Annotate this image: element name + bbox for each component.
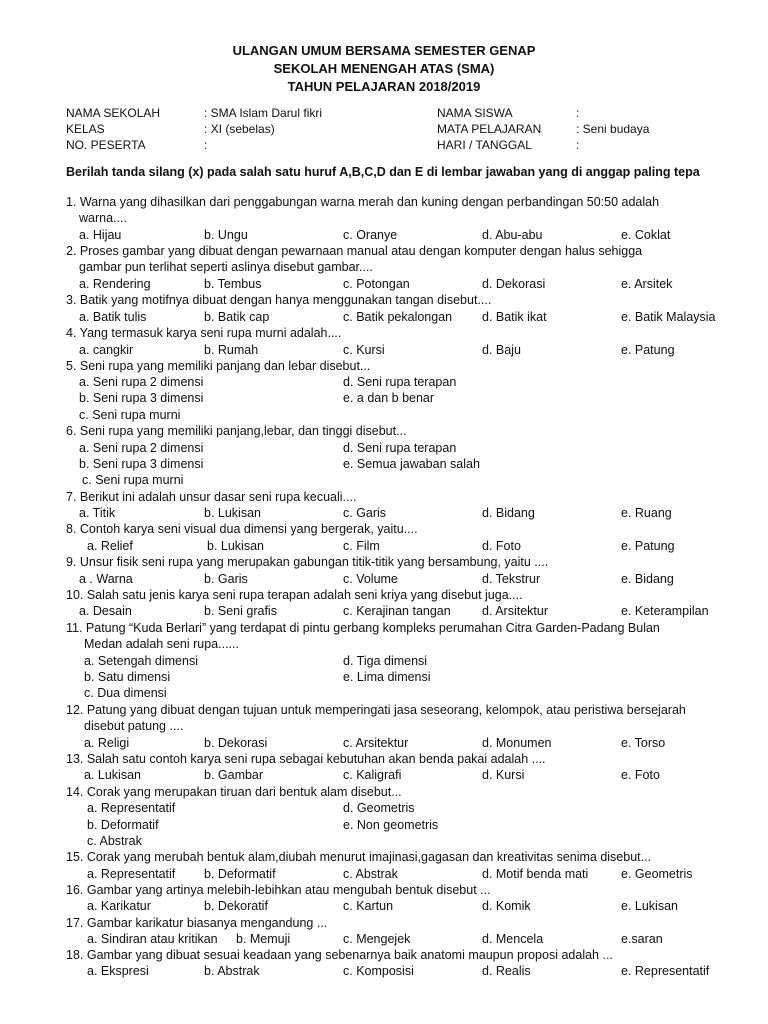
answer-option: c. Kursi (343, 343, 385, 357)
question-text: 12. Patung yang dibuat dengan tujuan untuk memperingati jasa seseorang, kelompok, atau peristiwa bersejarah (66, 703, 686, 717)
answer-option: d. Realis (482, 964, 531, 978)
answer-option: e. Lukisan (621, 899, 678, 913)
answer-option: d. Batik ikat (482, 310, 547, 324)
answer-option: d. Monumen (482, 736, 552, 750)
day-date-label: HARI / TANGGAL (437, 138, 532, 152)
school-level-title: SEKOLAH MENENGAH ATAS (SMA) (273, 61, 495, 76)
answer-option: d. Seni rupa terapan (343, 441, 457, 455)
question-text: 13. Salah satu contoh karya seni rupa sebagai kebutuhan akan benda pakai adalah .... (66, 752, 546, 766)
answer-option: c. Komposisi (343, 964, 414, 978)
answer-option: b. Seni rupa 3 dimensi (79, 391, 204, 405)
answer-option: e. Arsitek (621, 277, 673, 291)
answer-option: d. Tiga dimensi (343, 654, 428, 668)
question-text: 8. Contoh karya seni visual dua dimensi yang bergerak, yaitu.... (66, 522, 418, 536)
answer-option: b. Deformatif (87, 818, 159, 832)
question-text: 2. Proses gambar yang dibuat dengan pewarnaan manual atau dengan komputer dengan halus sehigga (66, 244, 643, 258)
answer-option: d. Geometris (343, 801, 415, 815)
answer-option: d. Baju (482, 343, 521, 357)
answer-option: a. Lukisan (84, 768, 141, 782)
answer-option: c. Kerajinan tangan (343, 604, 451, 618)
question-text: 7. Berikut ini adalah unsur dasar seni rupa kecuali.... (66, 490, 357, 504)
answer-option: e. a dan b benar (343, 391, 435, 405)
answer-option: d. Seni rupa terapan (343, 375, 457, 389)
answer-option: a. Titik (79, 506, 116, 520)
answer-option: d. Foto (482, 539, 521, 553)
answer-option: c. Dua dimensi (84, 686, 167, 700)
answer-option: a. Hijau (79, 228, 122, 242)
participant-number-value: : (204, 138, 208, 152)
answer-option: b. Lukisan (207, 539, 264, 553)
answer-option: c. Batik pekalongan (343, 310, 453, 324)
answer-option: d. Bidang (482, 506, 535, 520)
answer-option: b. Satu dimensi (84, 670, 171, 684)
answer-option: c. Garis (343, 506, 387, 520)
answer-option: e. Coklat (621, 228, 671, 242)
answer-option: d. Abu-abu (482, 228, 543, 242)
question-text: 3. Batik yang motifnya dibuat dengan hanya menggunakan tangan disebut.... (66, 293, 492, 307)
answer-option: d. Dekorasi (482, 277, 546, 291)
answer-option: e. Foto (621, 768, 660, 782)
answer-option: e. Patung (621, 343, 675, 357)
answer-option: a. Batik tulis (79, 310, 147, 324)
academic-year-title: TAHUN PELAJARAN 2018/2019 (287, 79, 481, 94)
answer-option: d. Motif benda mati (482, 867, 589, 881)
question-text: 11. Patung “Kuda Berlari” yang terdapat di pintu gerbang kompleks perumahan Citra Garden-Padang Bulan (66, 621, 660, 635)
answer-option: c. Abstrak (343, 867, 398, 881)
answer-option: c. Abstrak (87, 834, 142, 848)
question-text: 15. Corak yang merubah bentuk alam,diubah menurut imajinasi,gagasan dan kreativitas senima disebut... (66, 850, 652, 864)
answer-option: d. Arsitektur (482, 604, 548, 618)
answer-option: a. Seni rupa 2 dimensi (79, 441, 204, 455)
question-text: 6. Seni rupa yang memiliki panjang,lebar, dan tinggi disebut... (66, 424, 407, 438)
answer-option: c. Mengejek (343, 932, 411, 946)
answer-option: a. Ekspresi (87, 964, 149, 978)
question-text: 18. Gambar yang dibuat sesuai keadaan yang sebenarnya baik anatomi maupun proposi adalah ... (66, 948, 613, 962)
answer-option: b. Abstrak (204, 964, 260, 978)
answer-option: e. Bidang (621, 572, 674, 586)
question-text: 17. Gambar karikatur biasanya mengandung ... (66, 916, 328, 930)
answer-option: d. Mencela (482, 932, 544, 946)
answer-option: e. Ruang (621, 506, 672, 520)
answer-option: c. Film (343, 539, 380, 553)
answer-option: a. Relief (87, 539, 133, 553)
answer-option: b. Tembus (204, 277, 262, 291)
answer-option: a. Representatif (87, 867, 176, 881)
answer-option: e. Representatif (621, 964, 710, 978)
answer-option: b. Batik cap (204, 310, 270, 324)
answer-option: e.saran (621, 932, 663, 946)
question-text: 4. Yang termasuk karya seni rupa murni adalah.... (66, 326, 342, 340)
answer-option: b. Memuji (236, 932, 291, 946)
class-value: : XI (sebelas) (204, 122, 275, 136)
school-name-label: NAMA SEKOLAH (66, 106, 161, 120)
answer-option: a. Representatif (87, 801, 176, 815)
question-text: 16. Gambar yang artinya melebih-lebihkan atau mengubah bentuk disebut ... (66, 883, 491, 897)
student-name-value: : (576, 106, 580, 120)
answer-option: d. Komik (482, 899, 531, 913)
answer-option: c. Kaligrafi (343, 768, 402, 782)
answer-option: a . Warna (79, 572, 133, 586)
question-text: 9. Unsur fisik seni rupa yang merupakan gabungan titik-titik yang bersambung, yaitu .... (66, 555, 549, 569)
answer-option: a. Seni rupa 2 dimensi (79, 375, 204, 389)
question-text: gambar pun terlihat seperti aslinya disebut gambar.... (79, 260, 373, 274)
answer-option: a. Religi (84, 736, 130, 750)
question-text: 14. Corak yang merupakan tiruan dari bentuk alam disebut... (66, 785, 402, 799)
answer-option: a. Setengah dimensi (84, 654, 198, 668)
answer-option: e. Keterampilan (621, 604, 709, 618)
question-text: warna.... (79, 211, 127, 225)
day-date-value: : (576, 138, 580, 152)
answer-option: a. Karikatur (87, 899, 151, 913)
answer-option: e. Geometris (621, 867, 693, 881)
answer-option: b. Lukisan (204, 506, 261, 520)
answer-option: c. Oranye (343, 228, 398, 242)
answer-option: e. Torso (621, 736, 666, 750)
answer-option: b. Ungu (204, 228, 248, 242)
answer-option: a. cangkir (79, 343, 134, 357)
answer-option: b. Seni grafis (204, 604, 277, 618)
student-name-label: NAMA SISWA (437, 106, 513, 120)
instruction-text: Berilah tanda silang (x) pada salah satu huruf A,B,C,D dan E di lembar jawaban yang di anggap paling tepa (66, 165, 700, 179)
answer-option: c. Volume (343, 572, 398, 586)
question-text: 1. Warna yang dihasilkan dari penggabungan warna merah dan kuning dengan perbandingan 50:50 adalah (66, 195, 660, 209)
subject-value: : Seni budaya (576, 122, 650, 136)
question-text: disebut patung .... (84, 719, 184, 733)
answer-option: c. Seni rupa murni (82, 473, 184, 487)
answer-option: b. Garis (204, 572, 248, 586)
answer-option: c. Potongan (343, 277, 410, 291)
answer-option: c. Kartun (343, 899, 394, 913)
question-text: Medan adalah seni rupa...... (84, 637, 239, 651)
answer-option: b. Gambar (204, 768, 264, 782)
answer-option: d. Kursi (482, 768, 525, 782)
answer-option: a. Rendering (79, 277, 151, 291)
subject-label: MATA PELAJARAN (437, 122, 542, 136)
participant-number-label: NO. PESERTA (66, 138, 146, 152)
question-text: 10. Salah satu jenis karya seni rupa terapan adalah seni kriya yang disebut juga.... (66, 588, 523, 602)
answer-option: b. Rumah (204, 343, 259, 357)
answer-option: b. Deformatif (204, 867, 276, 881)
answer-option: a. Desain (79, 604, 132, 618)
answer-option: c. Seni rupa murni (79, 408, 181, 422)
answer-option: a. Sindiran atau kritikan (87, 932, 218, 946)
answer-option: c. Arsitektur (343, 736, 409, 750)
answer-option: d. Tekstrur (482, 572, 541, 586)
class-label: KELAS (66, 122, 105, 136)
answer-option: b. Dekoratif (204, 899, 268, 913)
answer-option: e. Non geometris (343, 818, 439, 832)
answer-option: b. Seni rupa 3 dimensi (79, 457, 204, 471)
answer-option: e. Semua jawaban salah (343, 457, 480, 471)
exam-title: ULANGAN UMUM BERSAMA SEMESTER GENAP (232, 43, 536, 58)
question-text: 5. Seni rupa yang memiliki panjang dan lebar disebut... (66, 359, 371, 373)
answer-option: e. Lima dimensi (343, 670, 431, 684)
school-name-value: : SMA Islam Darul fikri (204, 106, 323, 120)
answer-option: e. Batik Malaysia (621, 310, 716, 324)
answer-option: e. Patung (621, 539, 675, 553)
answer-option: b. Dekorasi (204, 736, 268, 750)
